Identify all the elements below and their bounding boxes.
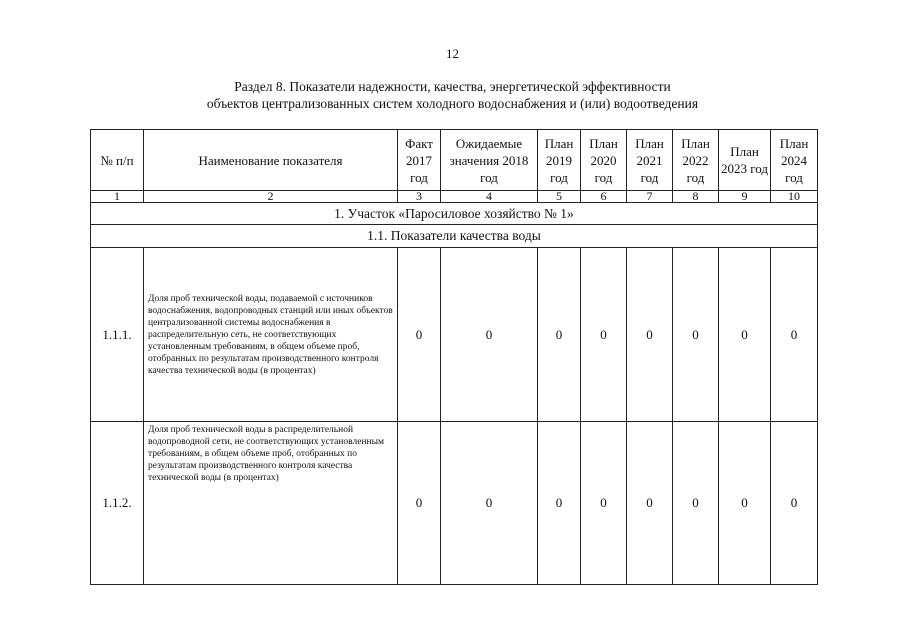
value-cell: 0 — [627, 422, 673, 585]
value-cell: 0 — [719, 248, 771, 422]
indicator-name: Доля проб технической воды в распределительной водопроводной сети, не соответствующих установленным требованиям, в общем объеме проб, отобранных по результатам производственного контроля качества технической воды (в процентах) — [144, 422, 398, 585]
subsection-title: 1.1. Показатели качества воды — [91, 225, 818, 248]
value-cell: 0 — [581, 248, 627, 422]
column-header: План 2023 год — [719, 130, 771, 191]
value-cell: 0 — [398, 248, 441, 422]
value-cell: 0 — [581, 422, 627, 585]
column-header: План 2022 год — [673, 130, 719, 191]
column-number: 7 — [627, 191, 673, 203]
row-index: 1.1.2. — [91, 422, 144, 585]
value-cell: 0 — [627, 248, 673, 422]
column-header: № п/п — [91, 130, 144, 191]
column-header: План 2020 год — [581, 130, 627, 191]
column-number: 8 — [673, 191, 719, 203]
table-header-row — [91, 130, 818, 191]
column-number: 4 — [441, 191, 538, 203]
value-cell: 0 — [673, 248, 719, 422]
page-number: 12 — [446, 46, 459, 61]
column-number: 9 — [719, 191, 771, 203]
value-cell: 0 — [771, 422, 818, 585]
value-cell: 0 — [441, 248, 538, 422]
column-header: План 2021 год — [627, 130, 673, 191]
row-index: 1.1.1. — [91, 248, 144, 422]
value-cell: 0 — [673, 422, 719, 585]
table-row — [91, 248, 818, 422]
column-number: 10 — [771, 191, 818, 203]
column-number: 5 — [538, 191, 581, 203]
section-heading — [0, 78, 905, 112]
column-number-row — [91, 191, 818, 203]
column-number: 6 — [581, 191, 627, 203]
column-header: План 2024 год — [771, 130, 818, 191]
table-row — [91, 422, 818, 585]
indicator-name: Доля проб технической воды, подаваемой с источников водоснабжения, водопроводных станций или иных объектов централизованной системы водоснабжения в распределительную сеть, не соответствующих установленным требованиям, в общем объеме проб, отобранных по результатам производственного контроля качества технической воды (в процентах) — [144, 248, 398, 422]
value-cell: 0 — [538, 248, 581, 422]
heading-line-2: объектов централизованных систем холодного водоснабжения и (или) водоотведения — [206, 96, 699, 111]
heading-line-1: Раздел 8. Показатели надежности, качества, энергетической эффективности — [234, 79, 671, 94]
value-cell: 0 — [398, 422, 441, 585]
column-number: 2 — [144, 191, 398, 203]
value-cell: 0 — [441, 422, 538, 585]
indicators-table — [90, 129, 818, 585]
subsection-row — [91, 225, 818, 248]
value-cell: 0 — [538, 422, 581, 585]
value-cell: 0 — [719, 422, 771, 585]
column-header: Наименование показателя — [144, 130, 398, 191]
section-title: 1. Участок «Паросиловое хозяйство № 1» — [91, 203, 818, 225]
value-cell: 0 — [771, 248, 818, 422]
column-header: План 2019 год — [538, 130, 581, 191]
column-header: Факт 2017 год — [398, 130, 441, 191]
column-header: Ожидаемые значения 2018 год — [441, 130, 538, 191]
column-number: 1 — [91, 191, 144, 203]
section-row — [91, 203, 818, 225]
column-number: 3 — [398, 191, 441, 203]
